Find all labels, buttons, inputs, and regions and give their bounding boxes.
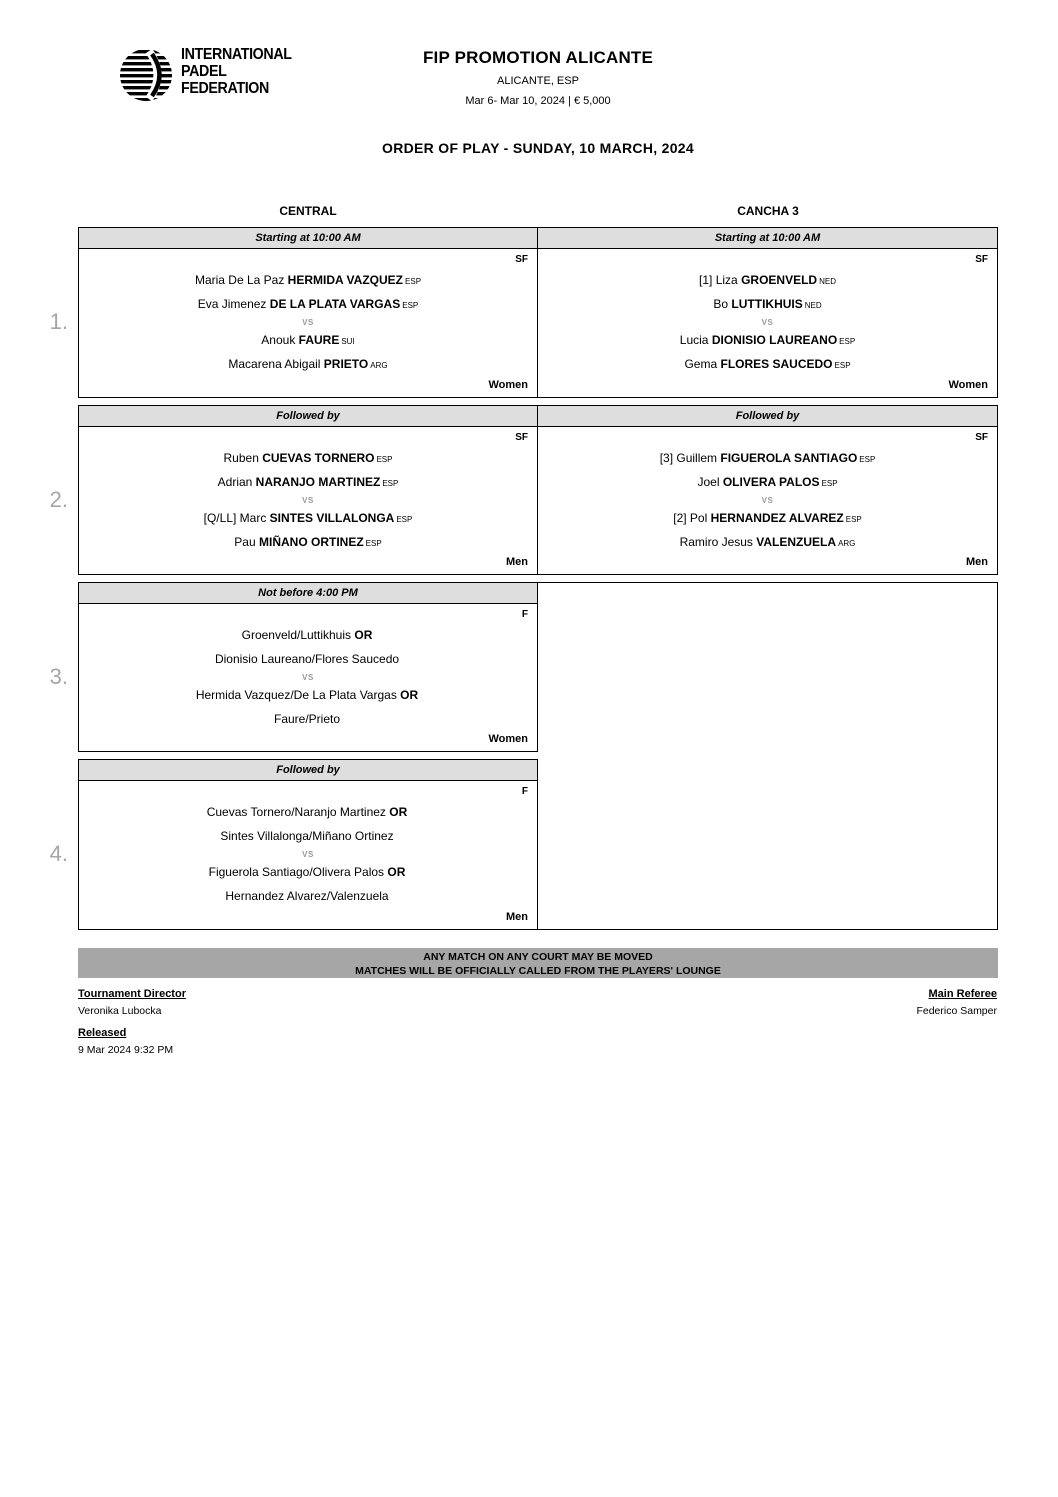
player-line (228, 353, 387, 377)
session-header: Starting at 10:00 AM (538, 227, 998, 249)
player-last: FAURE (298, 333, 340, 347)
player-nationality: ESP (405, 277, 422, 286)
order-of-play-title: ORDER OF PLAY - SUNDAY, 10 MARCH, 2024 (382, 140, 694, 156)
notes-bar (78, 948, 998, 978)
player-last: OLIVERA PALOS (722, 474, 820, 489)
player-last: MIÑANO ORTINEZ (259, 534, 364, 549)
team-line (242, 624, 375, 648)
tournament-director-label: Tournament Director (78, 988, 186, 1000)
player-first: Anouk (261, 333, 296, 347)
vs-label: VS (302, 495, 314, 505)
player-line (234, 531, 381, 555)
player-nationality: SUI (341, 337, 355, 346)
player-first: Joel (697, 474, 720, 489)
match-box (538, 249, 998, 398)
player-line (198, 293, 419, 317)
central-row-3 (78, 582, 538, 752)
player-nationality: ESP (365, 538, 382, 548)
team-line (274, 708, 342, 732)
team-names: Dionisio Laureano/Flores Saucedo (214, 651, 400, 666)
cancha3-column (538, 227, 998, 930)
category-label: Men (506, 556, 528, 568)
team-line (225, 885, 390, 909)
player-last: FIGUEROLA SANTIAGO (720, 450, 858, 465)
player-nationality: ESP (834, 361, 851, 370)
vs-label: VS (761, 495, 774, 505)
team-names: Hermida Vazquez/De La Plata Vargas (195, 687, 397, 702)
player-nationality: NED (804, 301, 822, 310)
player-last: VALENZUELA (756, 534, 837, 549)
central-column (78, 227, 538, 930)
player-line (204, 507, 413, 531)
player-line (697, 471, 837, 495)
player-line (680, 329, 855, 353)
footer-right (916, 988, 997, 1017)
player-last: HERMIDA VAZQUEZ (287, 273, 404, 287)
round-label: F (521, 609, 528, 620)
main-referee-label: Main Referee (928, 988, 997, 1000)
player-nationality: ESP (859, 454, 876, 464)
player-first: [1] Liza (699, 273, 738, 287)
row-number-2: 2. (49, 487, 68, 512)
player-nationality: NED (819, 277, 836, 286)
central-row-4 (78, 759, 538, 930)
or-label: OR (389, 805, 408, 819)
category-label: Women (488, 379, 528, 391)
team-line (196, 684, 420, 708)
row-number-3: 3. (49, 664, 68, 689)
player-first: Lucia (679, 333, 709, 347)
match-box (78, 427, 538, 575)
player-first: Maria De La Paz (194, 273, 285, 287)
team-names: Figuerola Santiago/Olivera Palos (208, 865, 385, 879)
round-label: F (521, 786, 528, 797)
player-last: PRIETO (323, 357, 369, 371)
logo-line: INTERNATIONAL (181, 46, 292, 63)
player-nationality: ESP (839, 337, 856, 346)
empty-court-cell (538, 582, 998, 930)
match-box (78, 604, 538, 752)
player-first: [2] Pol (673, 510, 708, 525)
tournament-title: FIP PROMOTION ALICANTE (422, 48, 654, 67)
category-label: Men (506, 911, 528, 923)
court-title-central: CENTRAL (279, 204, 337, 218)
round-label: SF (515, 432, 528, 443)
or-label: OR (400, 687, 419, 702)
player-nationality: ESP (382, 478, 399, 488)
session-header: Not before 4:00 PM (78, 582, 538, 604)
player-nationality: ARG (838, 538, 856, 548)
team-line (220, 825, 395, 849)
player-nationality: ARG (370, 361, 388, 370)
match-box (78, 249, 538, 398)
category-label: Men (966, 556, 988, 568)
vs-label: VS (302, 850, 314, 859)
player-line (713, 293, 821, 317)
vs-label: VS (761, 318, 774, 327)
cancha3-row-1 (538, 227, 998, 398)
tournament-director-name: Veronika Lubocka (78, 1005, 162, 1017)
category-label: Women (488, 733, 528, 745)
row-number-1: 1. (49, 309, 68, 334)
court-title-cancha3: CANCHA 3 (737, 204, 799, 218)
released-datetime: 9 Mar 2024 9:32 PM (78, 1044, 174, 1056)
player-line (261, 329, 354, 353)
player-line (224, 447, 393, 471)
logo-line: PADEL (181, 63, 227, 80)
player-line (673, 507, 862, 531)
player-nationality: ESP (845, 514, 862, 524)
tournament-header (78, 48, 998, 107)
player-last: FLORES SAUCEDO (720, 357, 833, 371)
player-last: LUTTIKHUIS (731, 297, 803, 311)
team-line (215, 648, 401, 672)
session-header: Followed by (538, 405, 998, 427)
row-number-4: 4. (49, 841, 68, 866)
central-row-1 (78, 227, 538, 398)
or-label: OR (387, 865, 406, 879)
central-row-2 (78, 405, 538, 575)
player-first: [3] Guillem (659, 450, 718, 465)
player-nationality: ESP (376, 454, 393, 464)
main-referee-name: Federico Samper (916, 1005, 997, 1017)
session-header: Starting at 10:00 AM (78, 227, 538, 249)
session-header: Followed by (78, 405, 538, 427)
team-line (207, 801, 410, 825)
player-last: HERNANDEZ ALVAREZ (710, 510, 844, 525)
player-first: [Q/LL] Marc (203, 510, 267, 525)
tournament-location: ALICANTE, ESP (497, 75, 579, 87)
player-last: SINTES VILLALONGA (269, 510, 395, 525)
player-line (660, 447, 876, 471)
player-last: DIONISIO LAUREANO (711, 333, 838, 347)
team-names: Sintes Villalonga/Miñano Ortinez (220, 829, 394, 843)
team-names: Hernandez Alvarez/Valenzuela (225, 889, 389, 903)
player-first: Pau (234, 534, 256, 549)
round-label: SF (975, 432, 988, 443)
order-of-play-table (49, 227, 998, 930)
player-line (680, 531, 856, 555)
session-header: Followed by (78, 759, 538, 781)
match-box (538, 427, 998, 575)
player-line (699, 269, 836, 293)
round-label: SF (975, 254, 988, 265)
team-names: Cuevas Tornero/Naranjo Martinez (206, 805, 386, 819)
player-first: Eva Jimenez (197, 297, 267, 311)
footer-left (78, 988, 186, 1056)
round-label: SF (515, 254, 528, 265)
player-first: Macarena Abigail (228, 357, 321, 371)
player-line (218, 471, 399, 495)
tournament-dates: Mar 6- Mar 10, 2024 | € 5,000 (465, 95, 611, 107)
team-names: Groenveld/Luttikhuis (241, 627, 352, 642)
player-first: Adrian (217, 474, 253, 489)
player-first: Ramiro Jesus (679, 534, 753, 549)
player-first: Gema (684, 357, 718, 371)
notes-line-1: ANY MATCH ON ANY COURT MAY BE MOVED (423, 951, 653, 963)
category-label: Women (948, 379, 988, 391)
cancha3-row-2 (538, 405, 998, 575)
match-box (78, 781, 538, 930)
team-line (209, 861, 408, 885)
player-line (684, 353, 850, 377)
or-label: OR (354, 627, 373, 642)
player-nationality: ESP (402, 301, 419, 310)
notes-line-2: MATCHES WILL BE OFFICIALLY CALLED FROM THE PLAYERS' LOUNGE (355, 965, 721, 977)
player-first: Ruben (223, 450, 259, 465)
player-last: NARANJO MARTINEZ (255, 474, 381, 489)
player-nationality: ESP (821, 478, 838, 488)
released-label: Released (78, 1027, 127, 1039)
vs-label: VS (302, 672, 314, 682)
vs-label: VS (302, 318, 314, 327)
player-last: GROENVELD (741, 273, 818, 287)
logo-line: FEDERATION (181, 80, 269, 97)
player-last: CUEVAS TORNERO (262, 450, 375, 465)
team-names: Faure/Prieto (273, 711, 341, 726)
player-last: DE LA PLATA VARGAS (269, 297, 401, 311)
player-first: Bo (713, 297, 729, 311)
player-nationality: ESP (396, 514, 413, 524)
player-line (195, 269, 421, 293)
